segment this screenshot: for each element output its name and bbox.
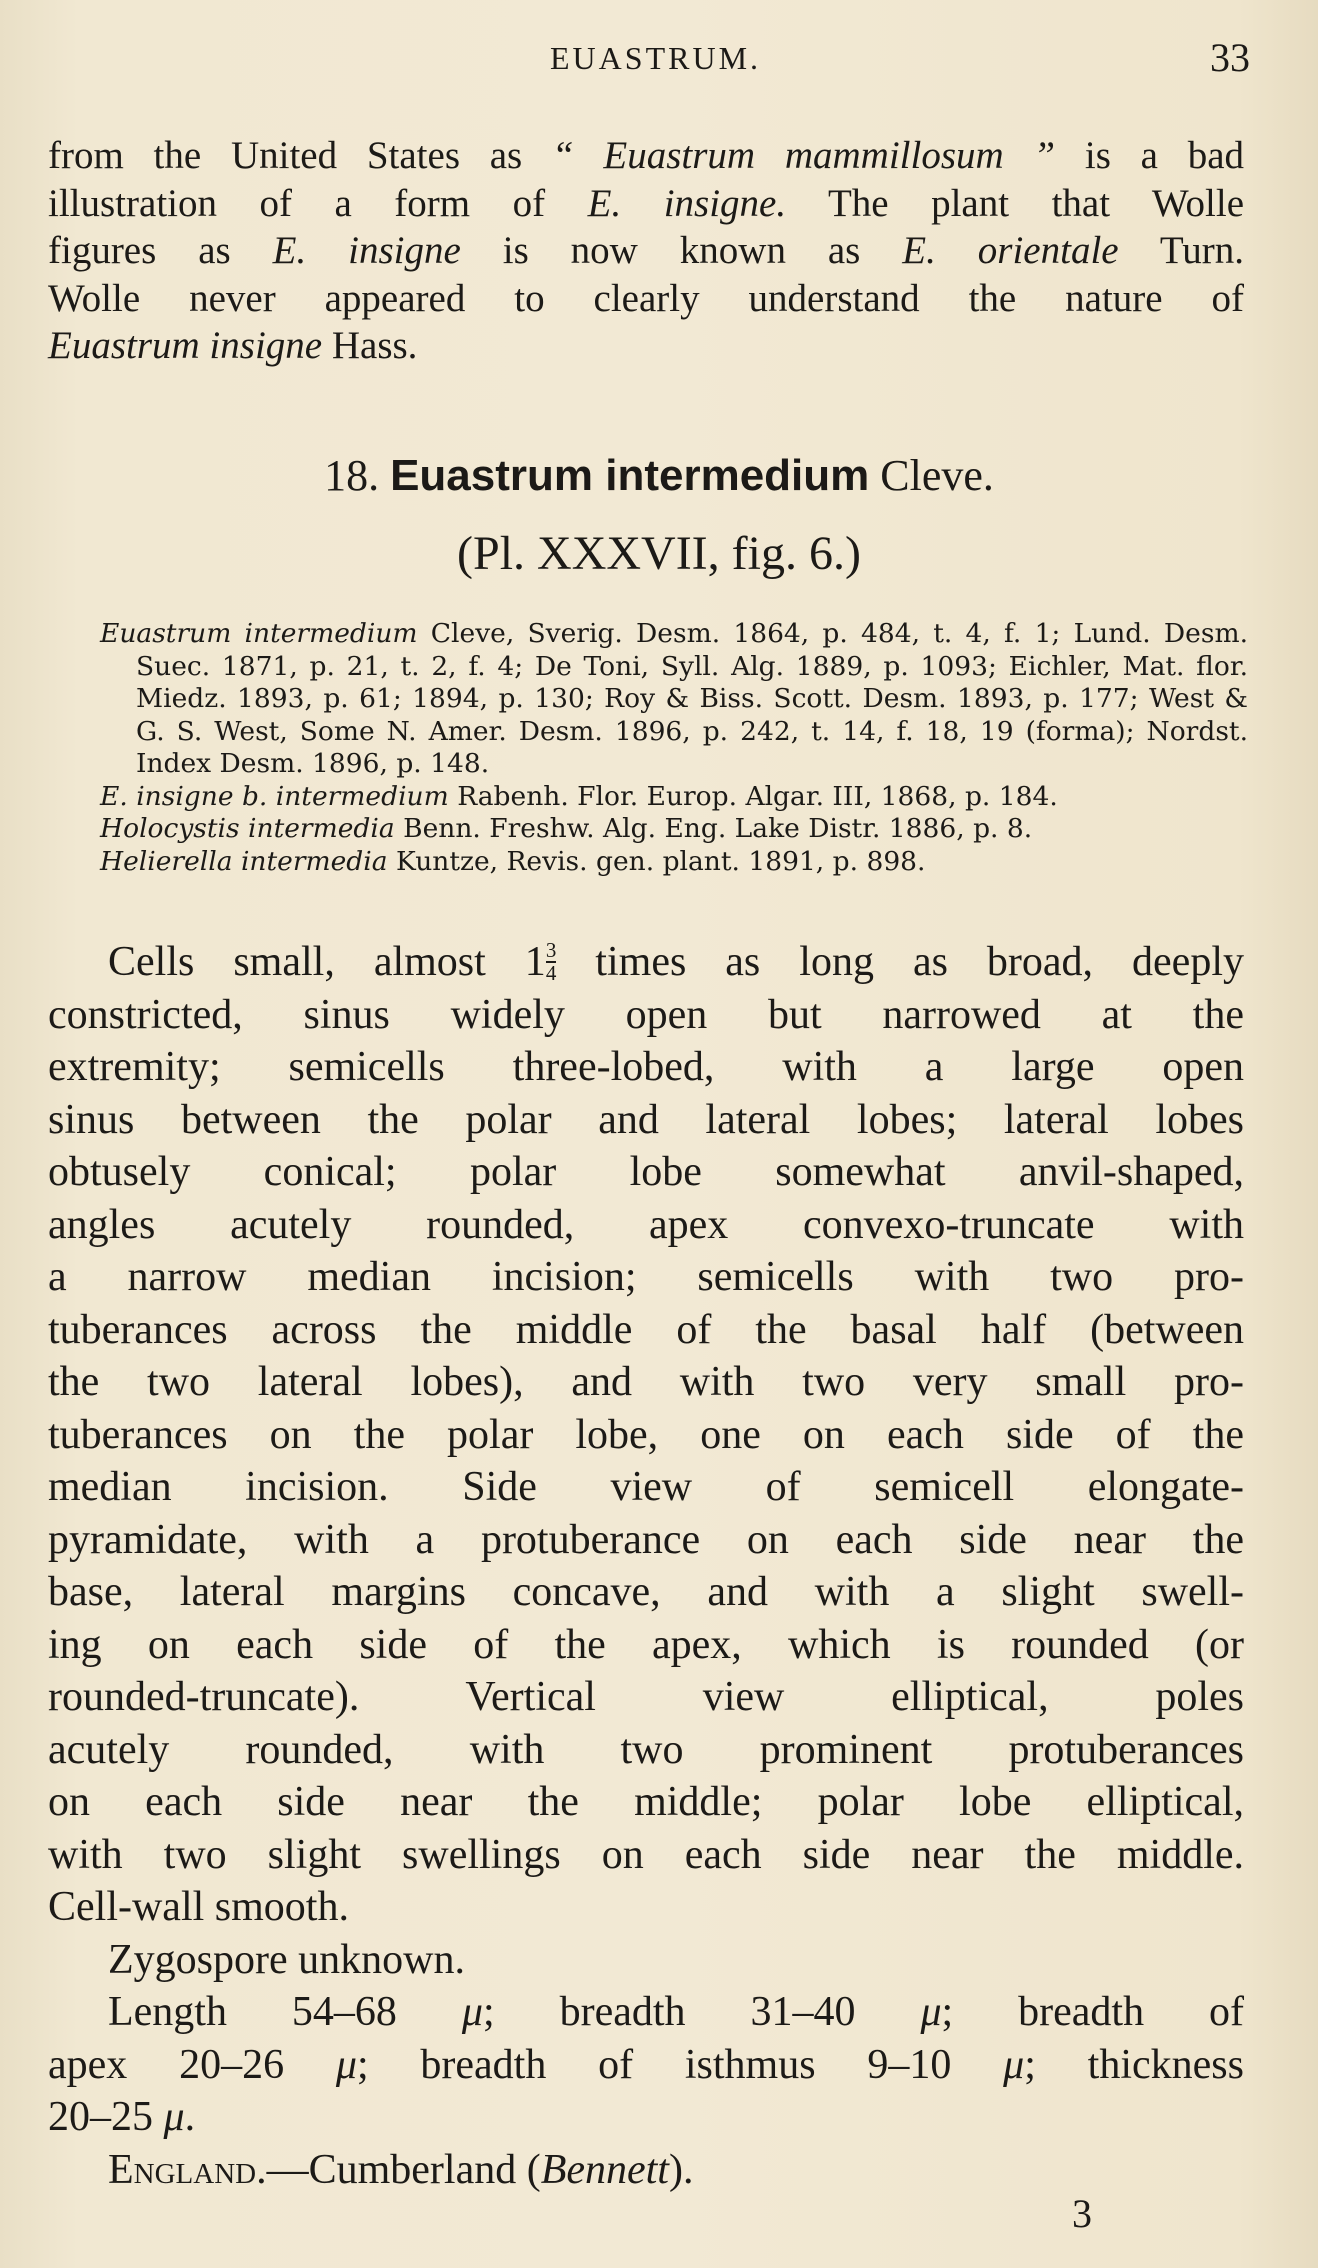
species-name: Euastrum intermedium — [390, 451, 870, 500]
description-line: acutely rounded, with two prominent protuberances — [48, 1726, 1244, 1773]
description-line: rounded-truncate). Vertical view elliptical, poles — [48, 1674, 1244, 1720]
description-line: tuberances across the middle of the basal half (between — [48, 1306, 1244, 1353]
intro-line: Wolle never appeared to clearly understand the nature of — [48, 276, 1244, 320]
synonymy-list — [100, 618, 1248, 878]
zygospore-note: Zygospore unknown. — [108, 1936, 465, 1983]
description-line: obtusely conical; polar lobe somewhat anvil-shaped, — [48, 1149, 1244, 1195]
description-line: angles acutely rounded, apex convexo-truncate with — [48, 1201, 1244, 1248]
synonymy-entry: E. insigne b. intermedium Rabenh. Flor. Europ. Algar. III, 1868, p. 184. — [100, 780, 1058, 812]
species-description — [48, 936, 1244, 2196]
plate-reference: (Pl. XXXVII, fig. 6.) — [457, 527, 861, 580]
description-line: with two slight swellings on each side near the middle. — [48, 1831, 1244, 1878]
description-line: sinus between the polar and lateral lobes; lateral lobes — [48, 1096, 1244, 1143]
signature-mark: 3 — [1072, 2191, 1092, 2236]
species-heading — [0, 450, 1318, 501]
description-line: pyramidate, with a protuberance on each side near the — [48, 1516, 1244, 1563]
collector-name: Bennett — [540, 2146, 669, 2193]
species-author: Cleve. — [880, 451, 994, 500]
distribution-country: England. — [108, 2146, 267, 2193]
page-number: 33 — [1210, 35, 1250, 80]
description-line: the two lateral lobes), and with two very small pro- — [48, 1359, 1244, 1405]
intro-line: Euastrum insigne Hass. — [48, 324, 418, 367]
intro-line: figures as E. insigne is now known as E. orientale Turn. — [48, 229, 1245, 272]
measurements-line: apex 20–26 μ; breadth of isthmus 9–10 μ; thickness — [48, 2041, 1244, 2088]
description-line: Cells small, almost 1 $\frac{3}{4}$ times as long as broad, deeply — [108, 938, 1244, 986]
description-line: ing on each side of the apex, which is rounded (or — [48, 1621, 1244, 1668]
intro-line: illustration of a form of E. insigne. The plant that Wolle — [48, 181, 1245, 225]
intro-line: from the United States as “ Euastrum mammillosum ” is a bad — [48, 134, 1244, 177]
synonymy-entry: Holocystis intermedia Benn. Freshw. Alg. Eng. Lake Distr. 1886, p. 8. — [100, 813, 1033, 844]
measurements-line: 20–25 μ. — [48, 2094, 196, 2140]
description-line: median incision. Side view of semicell elongate- — [48, 1464, 1244, 1510]
description-line: Cell-wall smooth. — [48, 1884, 349, 1930]
description-line: constricted, sinus widely open but narrowed at the — [48, 991, 1244, 1038]
measurements-line: Length 54–68 μ; breadth 31–40 μ; breadth of — [108, 1989, 1245, 2035]
species-number: 18. — [324, 451, 380, 500]
description-line: a narrow median incision; semicells with two pro- — [48, 1254, 1244, 1300]
synonymy-entry: Helierella intermedia Kuntze, Revis. gen. plant. 1891, p. 898. — [100, 845, 926, 877]
description-line: on each side near the middle; polar lobe elliptical, — [48, 1779, 1244, 1825]
description-line: base, lateral margins concave, and with a slight swell- — [48, 1569, 1244, 1615]
fraction-three-quarters: $\frac{3}{4}$ — [545, 938, 557, 986]
description-line: extremity; semicells three-lobed, with a large open — [48, 1044, 1244, 1090]
intro-paragraph — [48, 132, 1244, 370]
synonymy-entry: Euastrum intermedium Cleve, Sverig. Desm. 1864, p. 484, t. 4, f. 1; Lund. Desm. Suec. 1871, p. 21, t. 2, f. 4; De Toni, Syll. Alg. 1889, p. 1093; Eichler, Mat. flor. Miedz. 1893, p. 61; 1894, p. 130; Roy & Biss. Scott. Desm. 1893, p. 177; West & G. S. West, Some N. Amer. Desm. 1896, p. 242, t. 14, f. 18, 19 (forma); Nordst. Index Desm. 1896, p. 148. — [100, 618, 1248, 779]
running-title: EUASTRUM. — [550, 40, 762, 76]
distribution-line: England.—Cumberland (Bennett). — [108, 2146, 694, 2193]
description-line: tuberances on the polar lobe, one on each side of the — [48, 1411, 1244, 1458]
